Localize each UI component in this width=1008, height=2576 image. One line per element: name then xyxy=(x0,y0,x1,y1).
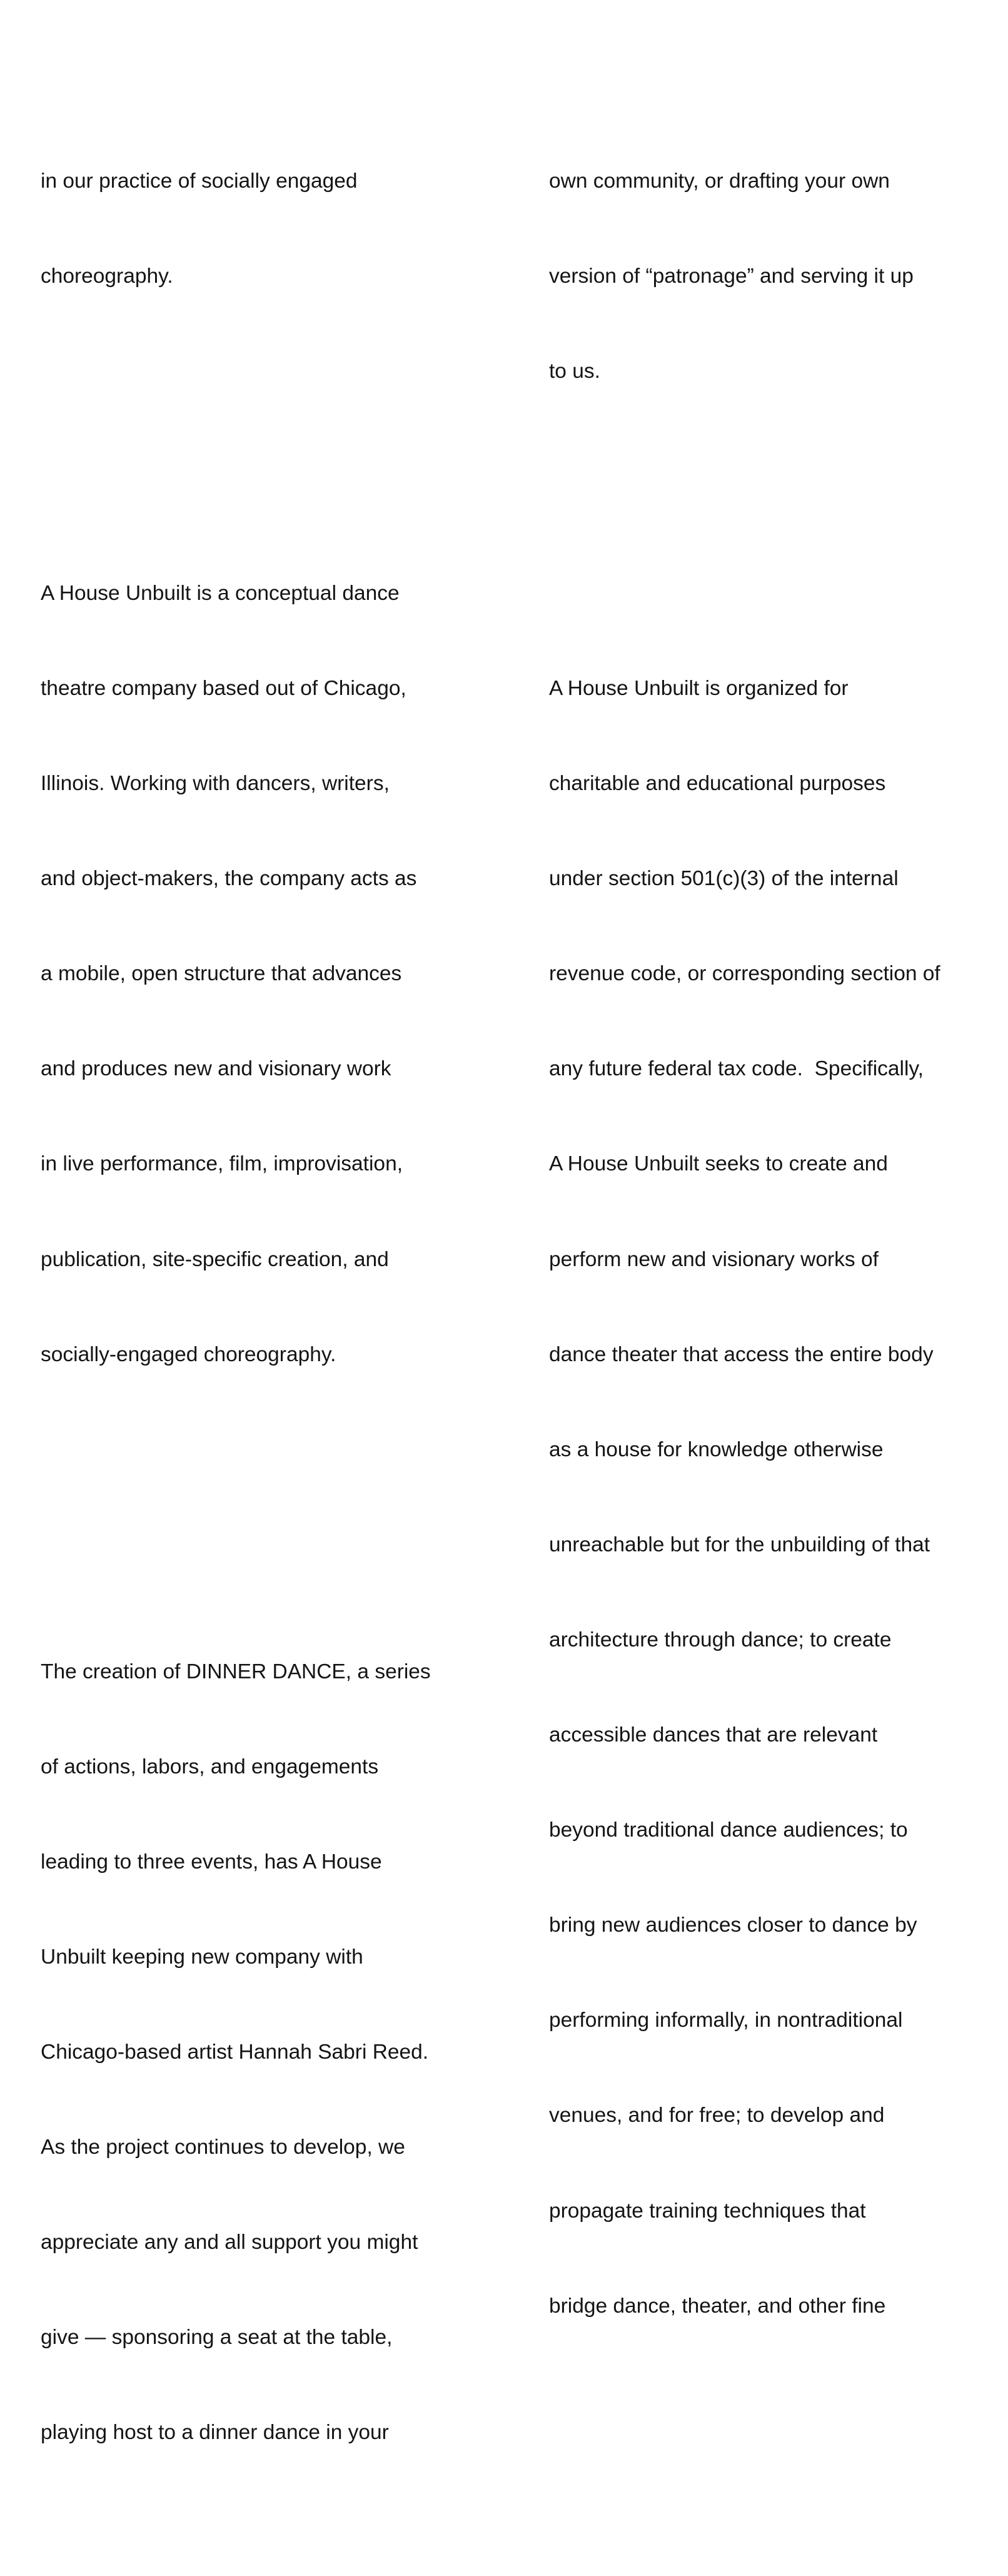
text-line: leading to three events, has A House xyxy=(41,1850,382,1874)
text-line: own community, or drafting your own xyxy=(549,169,890,193)
paragraph-gap xyxy=(41,419,431,451)
text-line: propagate training techniques that xyxy=(549,2199,866,2223)
text-line: A House Unbuilt seeks to create and xyxy=(549,1152,888,1176)
text-line: under section 501(c)(3) of the internal xyxy=(549,867,899,891)
text-line: playing host to a dinner dance in your xyxy=(41,2421,389,2445)
text-line: as a house for knowledge otherwise xyxy=(549,1438,884,1461)
text-line: Chicago-based artist Hannah Sabri Reed. xyxy=(41,2041,429,2064)
text-line: appreciate any and all support you might xyxy=(41,2231,418,2254)
text-line: perform new and visionary works of xyxy=(549,1247,879,1271)
paragraph-community xyxy=(549,102,940,451)
left-column xyxy=(41,39,431,2576)
text-line: beyond traditional dance audiences; to xyxy=(549,1818,908,1842)
text-line: of actions, labors, and engagements xyxy=(41,1755,379,1778)
text-line: in our practice of socially engaged xyxy=(41,169,358,193)
text-line: and produces new and visionary work xyxy=(41,1057,391,1081)
text-line: and object-makers, the company acts as xyxy=(41,867,417,891)
text-line: a mobile, open structure that advances xyxy=(41,962,402,986)
text-line: give — sponsoring a seat at the table, xyxy=(41,2326,393,2350)
text-line: socially-engaged choreography. xyxy=(41,1342,336,1366)
paragraph-gap xyxy=(549,515,940,547)
text-line: any future federal tax code. Specifically, xyxy=(549,1057,924,1081)
text-line: architecture through dance; to create xyxy=(549,1628,892,1651)
text-line: dance theater that access the entire body xyxy=(549,1342,934,1366)
text-line: A House Unbuilt is a conceptual dance xyxy=(41,581,400,605)
text-line: unreachable but for the unbuilding of that xyxy=(549,1533,930,1556)
text-line: bring new audiences closer to dance by xyxy=(549,1914,917,1937)
text-line: bridge dance, theater, and other fine xyxy=(549,2294,886,2318)
text-line: accessible dances that are relevant xyxy=(549,1723,878,1747)
text-line: to us. xyxy=(549,360,600,383)
text-line: charitable and educational purposes xyxy=(549,772,886,796)
paragraph-nonprofit-purpose xyxy=(549,610,940,2386)
text-line: venues, and for free; to develop and xyxy=(549,2104,885,2127)
text-line: choreography. xyxy=(41,264,173,288)
text-line: revenue code, or corresponding section of xyxy=(549,962,940,986)
text-line: publication, site-specific creation, and xyxy=(41,1247,389,1271)
text-line: A House Unbuilt is organized for xyxy=(549,677,849,700)
text-line: As the project continues to develop, we xyxy=(41,2136,405,2159)
paragraph-company-description xyxy=(41,515,431,1434)
text-line: performing informally, in nontraditional xyxy=(549,2009,903,2032)
text-line: Illinois. Working with dancers, writers, xyxy=(41,772,390,796)
text-line: theatre company based out of Chicago, xyxy=(41,677,406,700)
text-line: Unbuilt keeping new company with xyxy=(41,1945,363,1969)
paragraph-practice xyxy=(41,102,431,356)
paragraph-dinner-dance xyxy=(41,1593,431,2512)
text-line: The creation of DINNER DANCE, a series xyxy=(41,1660,431,1683)
right-column xyxy=(549,39,940,2449)
text-line: in live performance, film, improvisation, xyxy=(41,1152,403,1176)
text-line: version of “patronage” and serving it up xyxy=(549,264,914,288)
paragraph-gap xyxy=(41,1498,431,1529)
